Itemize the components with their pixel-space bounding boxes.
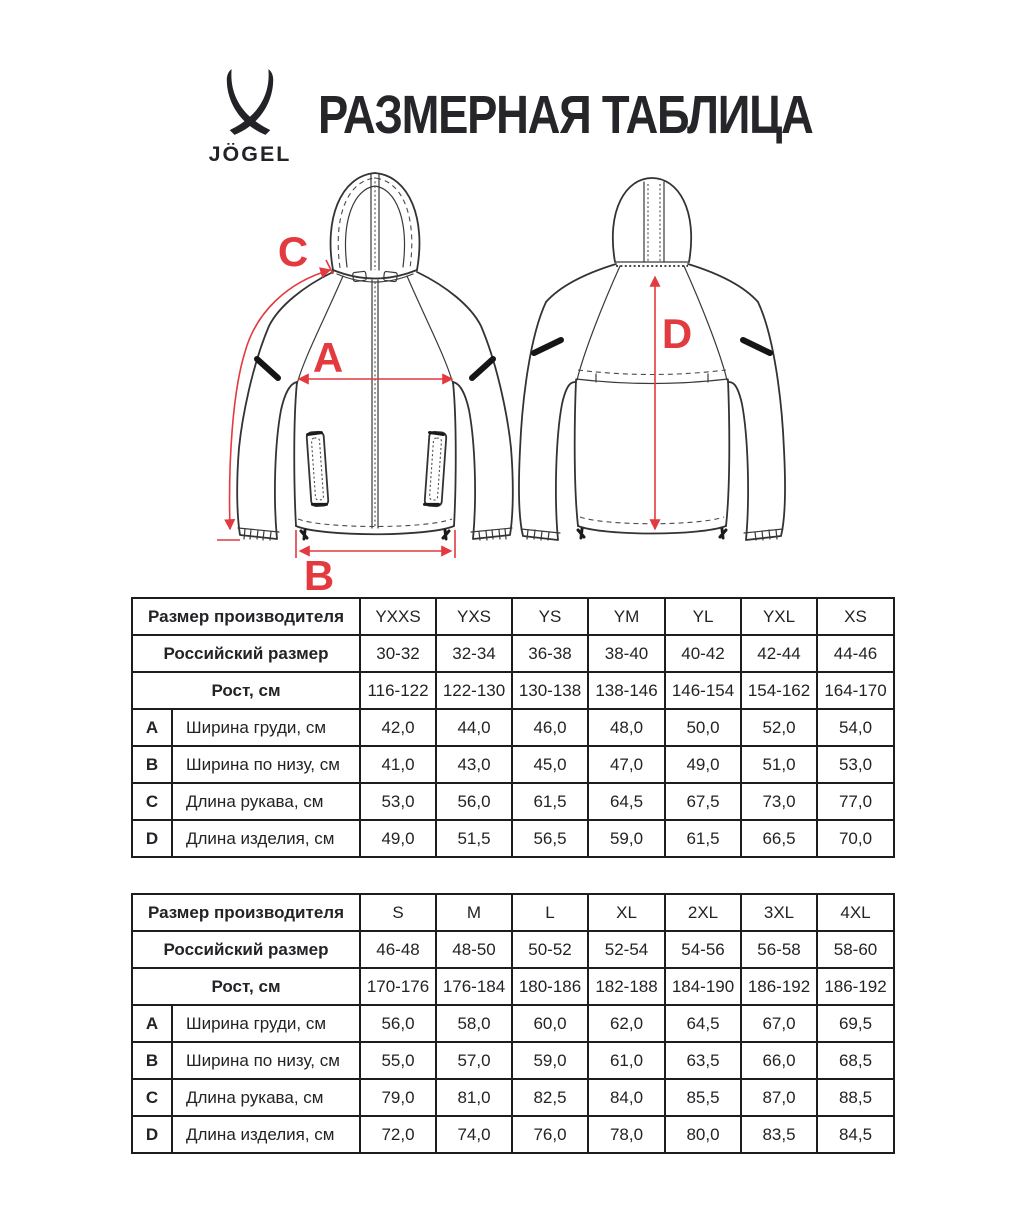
measure-row: [132, 1079, 894, 1116]
meta-row: [132, 894, 894, 931]
measure-value: 88,5: [817, 1079, 894, 1116]
size-cell: 116-122: [360, 672, 436, 709]
measure-letter: C: [132, 783, 172, 820]
measure-value: 58,0: [436, 1005, 512, 1042]
meta-row: [132, 635, 894, 672]
measure-label: Ширина по низу, см: [172, 1042, 360, 1079]
size-cell: YXXS: [360, 598, 436, 635]
measure-letter: D: [132, 1116, 172, 1153]
size-cell: 40-42: [665, 635, 741, 672]
measure-value: 51,0: [741, 746, 817, 783]
size-cell: 38-40: [588, 635, 665, 672]
jacket-back-view: [519, 178, 785, 540]
size-cell: S: [360, 894, 436, 931]
measure-value: 47,0: [588, 746, 665, 783]
measure-value: 43,0: [436, 746, 512, 783]
size-cell: 186-192: [817, 968, 894, 1005]
measure-value: 87,0: [741, 1079, 817, 1116]
size-cell: 36-38: [512, 635, 588, 672]
measure-letter: A: [132, 1005, 172, 1042]
measure-label: Длина изделия, см: [172, 1116, 360, 1153]
measure-row: [132, 1042, 894, 1079]
measure-value: 64,5: [588, 783, 665, 820]
size-cell: 30-32: [360, 635, 436, 672]
measure-label: Длина рукава, см: [172, 783, 360, 820]
measure-arrow-D: [655, 277, 692, 529]
measure-label-a: A: [312, 334, 344, 381]
brand-name: JÖGEL: [208, 143, 292, 166]
measure-value: 56,0: [360, 1005, 436, 1042]
measure-row: [132, 709, 894, 746]
size-cell: 154-162: [741, 672, 817, 709]
measure-value: 48,0: [588, 709, 665, 746]
measure-value: 45,0: [512, 746, 588, 783]
jacket-front-view: [217, 173, 513, 599]
measure-value: 81,0: [436, 1079, 512, 1116]
meta-row: [132, 598, 894, 635]
measure-label-d: D: [661, 310, 693, 357]
measure-value: 67,0: [741, 1005, 817, 1042]
size-cell: M: [436, 894, 512, 931]
size-cell: YXS: [436, 598, 512, 635]
size-cell: YL: [665, 598, 741, 635]
jacket-measurement-diagram: [200, 160, 820, 600]
size-cell: 122-130: [436, 672, 512, 709]
size-cell: 170-176: [360, 968, 436, 1005]
size-cell: 44-46: [817, 635, 894, 672]
measure-value: 49,0: [665, 746, 741, 783]
meta-row-label: Рост, см: [132, 672, 360, 709]
size-cell: 180-186: [512, 968, 588, 1005]
measure-value: 69,5: [817, 1005, 894, 1042]
measure-value: 66,0: [741, 1042, 817, 1079]
measure-label: Длина изделия, см: [172, 820, 360, 857]
measure-value: 49,0: [360, 820, 436, 857]
measure-value: 54,0: [817, 709, 894, 746]
size-cell: 164-170: [817, 672, 894, 709]
measure-value: 51,5: [436, 820, 512, 857]
size-table-adult: [131, 893, 895, 1154]
size-cell: 176-184: [436, 968, 512, 1005]
measure-value: 42,0: [360, 709, 436, 746]
measure-value: 59,0: [512, 1042, 588, 1079]
jogel-v-emblem-icon: [221, 68, 279, 138]
measure-label: Ширина груди, см: [172, 1005, 360, 1042]
measure-letter: C: [132, 1079, 172, 1116]
measure-value: 82,5: [512, 1079, 588, 1116]
size-cell: YM: [588, 598, 665, 635]
measure-letter: B: [132, 1042, 172, 1079]
measure-value: 79,0: [360, 1079, 436, 1116]
measure-value: 52,0: [741, 709, 817, 746]
size-cell: XL: [588, 894, 665, 931]
size-cell: 182-188: [588, 968, 665, 1005]
size-cell: 48-50: [436, 931, 512, 968]
size-cell: 58-60: [817, 931, 894, 968]
size-cell: 56-58: [741, 931, 817, 968]
brand-logo: [202, 68, 298, 167]
size-cell: YS: [512, 598, 588, 635]
measure-label-b: B: [303, 552, 335, 599]
meta-row-label: Российский размер: [132, 635, 360, 672]
size-cell: L: [512, 894, 588, 931]
measure-value: 60,0: [512, 1005, 588, 1042]
meta-row-label: Размер производителя: [132, 598, 360, 635]
measure-row: [132, 746, 894, 783]
measure-value: 77,0: [817, 783, 894, 820]
size-table-youth: [131, 597, 895, 858]
measure-label: Ширина по низу, см: [172, 746, 360, 783]
size-cell: XS: [817, 598, 894, 635]
measure-row: [132, 783, 894, 820]
measure-row: [132, 1005, 894, 1042]
measure-value: 61,0: [588, 1042, 665, 1079]
measure-row: [132, 820, 894, 857]
meta-row-label: Рост, см: [132, 968, 360, 1005]
measure-value: 74,0: [436, 1116, 512, 1153]
meta-row-label: Размер производителя: [132, 894, 360, 931]
measure-value: 68,5: [817, 1042, 894, 1079]
size-cell: 184-190: [665, 968, 741, 1005]
measure-label: Длина рукава, см: [172, 1079, 360, 1116]
meta-row: [132, 968, 894, 1005]
measure-value: 61,5: [512, 783, 588, 820]
measure-value: 70,0: [817, 820, 894, 857]
size-cell: 42-44: [741, 635, 817, 672]
measure-value: 78,0: [588, 1116, 665, 1153]
measure-letter: A: [132, 709, 172, 746]
measure-value: 46,0: [512, 709, 588, 746]
measure-value: 50,0: [665, 709, 741, 746]
page-title: РАЗМЕРНАЯ ТАБЛИЦА: [318, 85, 813, 145]
size-cell: YXL: [741, 598, 817, 635]
measure-value: 56,5: [512, 820, 588, 857]
size-cell: 52-54: [588, 931, 665, 968]
measure-value: 55,0: [360, 1042, 436, 1079]
size-cell: 4XL: [817, 894, 894, 931]
size-cell: 146-154: [665, 672, 741, 709]
meta-row: [132, 931, 894, 968]
meta-row-label: Российский размер: [132, 931, 360, 968]
measure-value: 76,0: [512, 1116, 588, 1153]
measure-value: 66,5: [741, 820, 817, 857]
size-cell: 50-52: [512, 931, 588, 968]
measure-letter: B: [132, 746, 172, 783]
size-cell: 2XL: [665, 894, 741, 931]
measure-value: 84,0: [588, 1079, 665, 1116]
measure-value: 72,0: [360, 1116, 436, 1153]
measure-value: 53,0: [817, 746, 894, 783]
measure-value: 53,0: [360, 783, 436, 820]
measure-value: 73,0: [741, 783, 817, 820]
measure-value: 56,0: [436, 783, 512, 820]
measure-letter: D: [132, 820, 172, 857]
size-cell: 138-146: [588, 672, 665, 709]
measure-value: 85,5: [665, 1079, 741, 1116]
measure-value: 57,0: [436, 1042, 512, 1079]
measure-value: 62,0: [588, 1005, 665, 1042]
meta-row: [132, 672, 894, 709]
measure-row: [132, 1116, 894, 1153]
size-cell: 3XL: [741, 894, 817, 931]
size-cell: 46-48: [360, 931, 436, 968]
size-cell: 130-138: [512, 672, 588, 709]
measure-value: 84,5: [817, 1116, 894, 1153]
measure-label: Ширина груди, см: [172, 709, 360, 746]
size-cell: 54-56: [665, 931, 741, 968]
measure-value: 64,5: [665, 1005, 741, 1042]
measure-value: 80,0: [665, 1116, 741, 1153]
measure-value: 41,0: [360, 746, 436, 783]
measure-value: 44,0: [436, 709, 512, 746]
measure-value: 67,5: [665, 783, 741, 820]
measure-value: 83,5: [741, 1116, 817, 1153]
measure-value: 63,5: [665, 1042, 741, 1079]
measure-arrow-B: [296, 530, 455, 599]
measure-value: 61,5: [665, 820, 741, 857]
size-cell: 186-192: [741, 968, 817, 1005]
size-cell: 32-34: [436, 635, 512, 672]
measure-value: 59,0: [588, 820, 665, 857]
measure-label-c: C: [277, 228, 309, 275]
